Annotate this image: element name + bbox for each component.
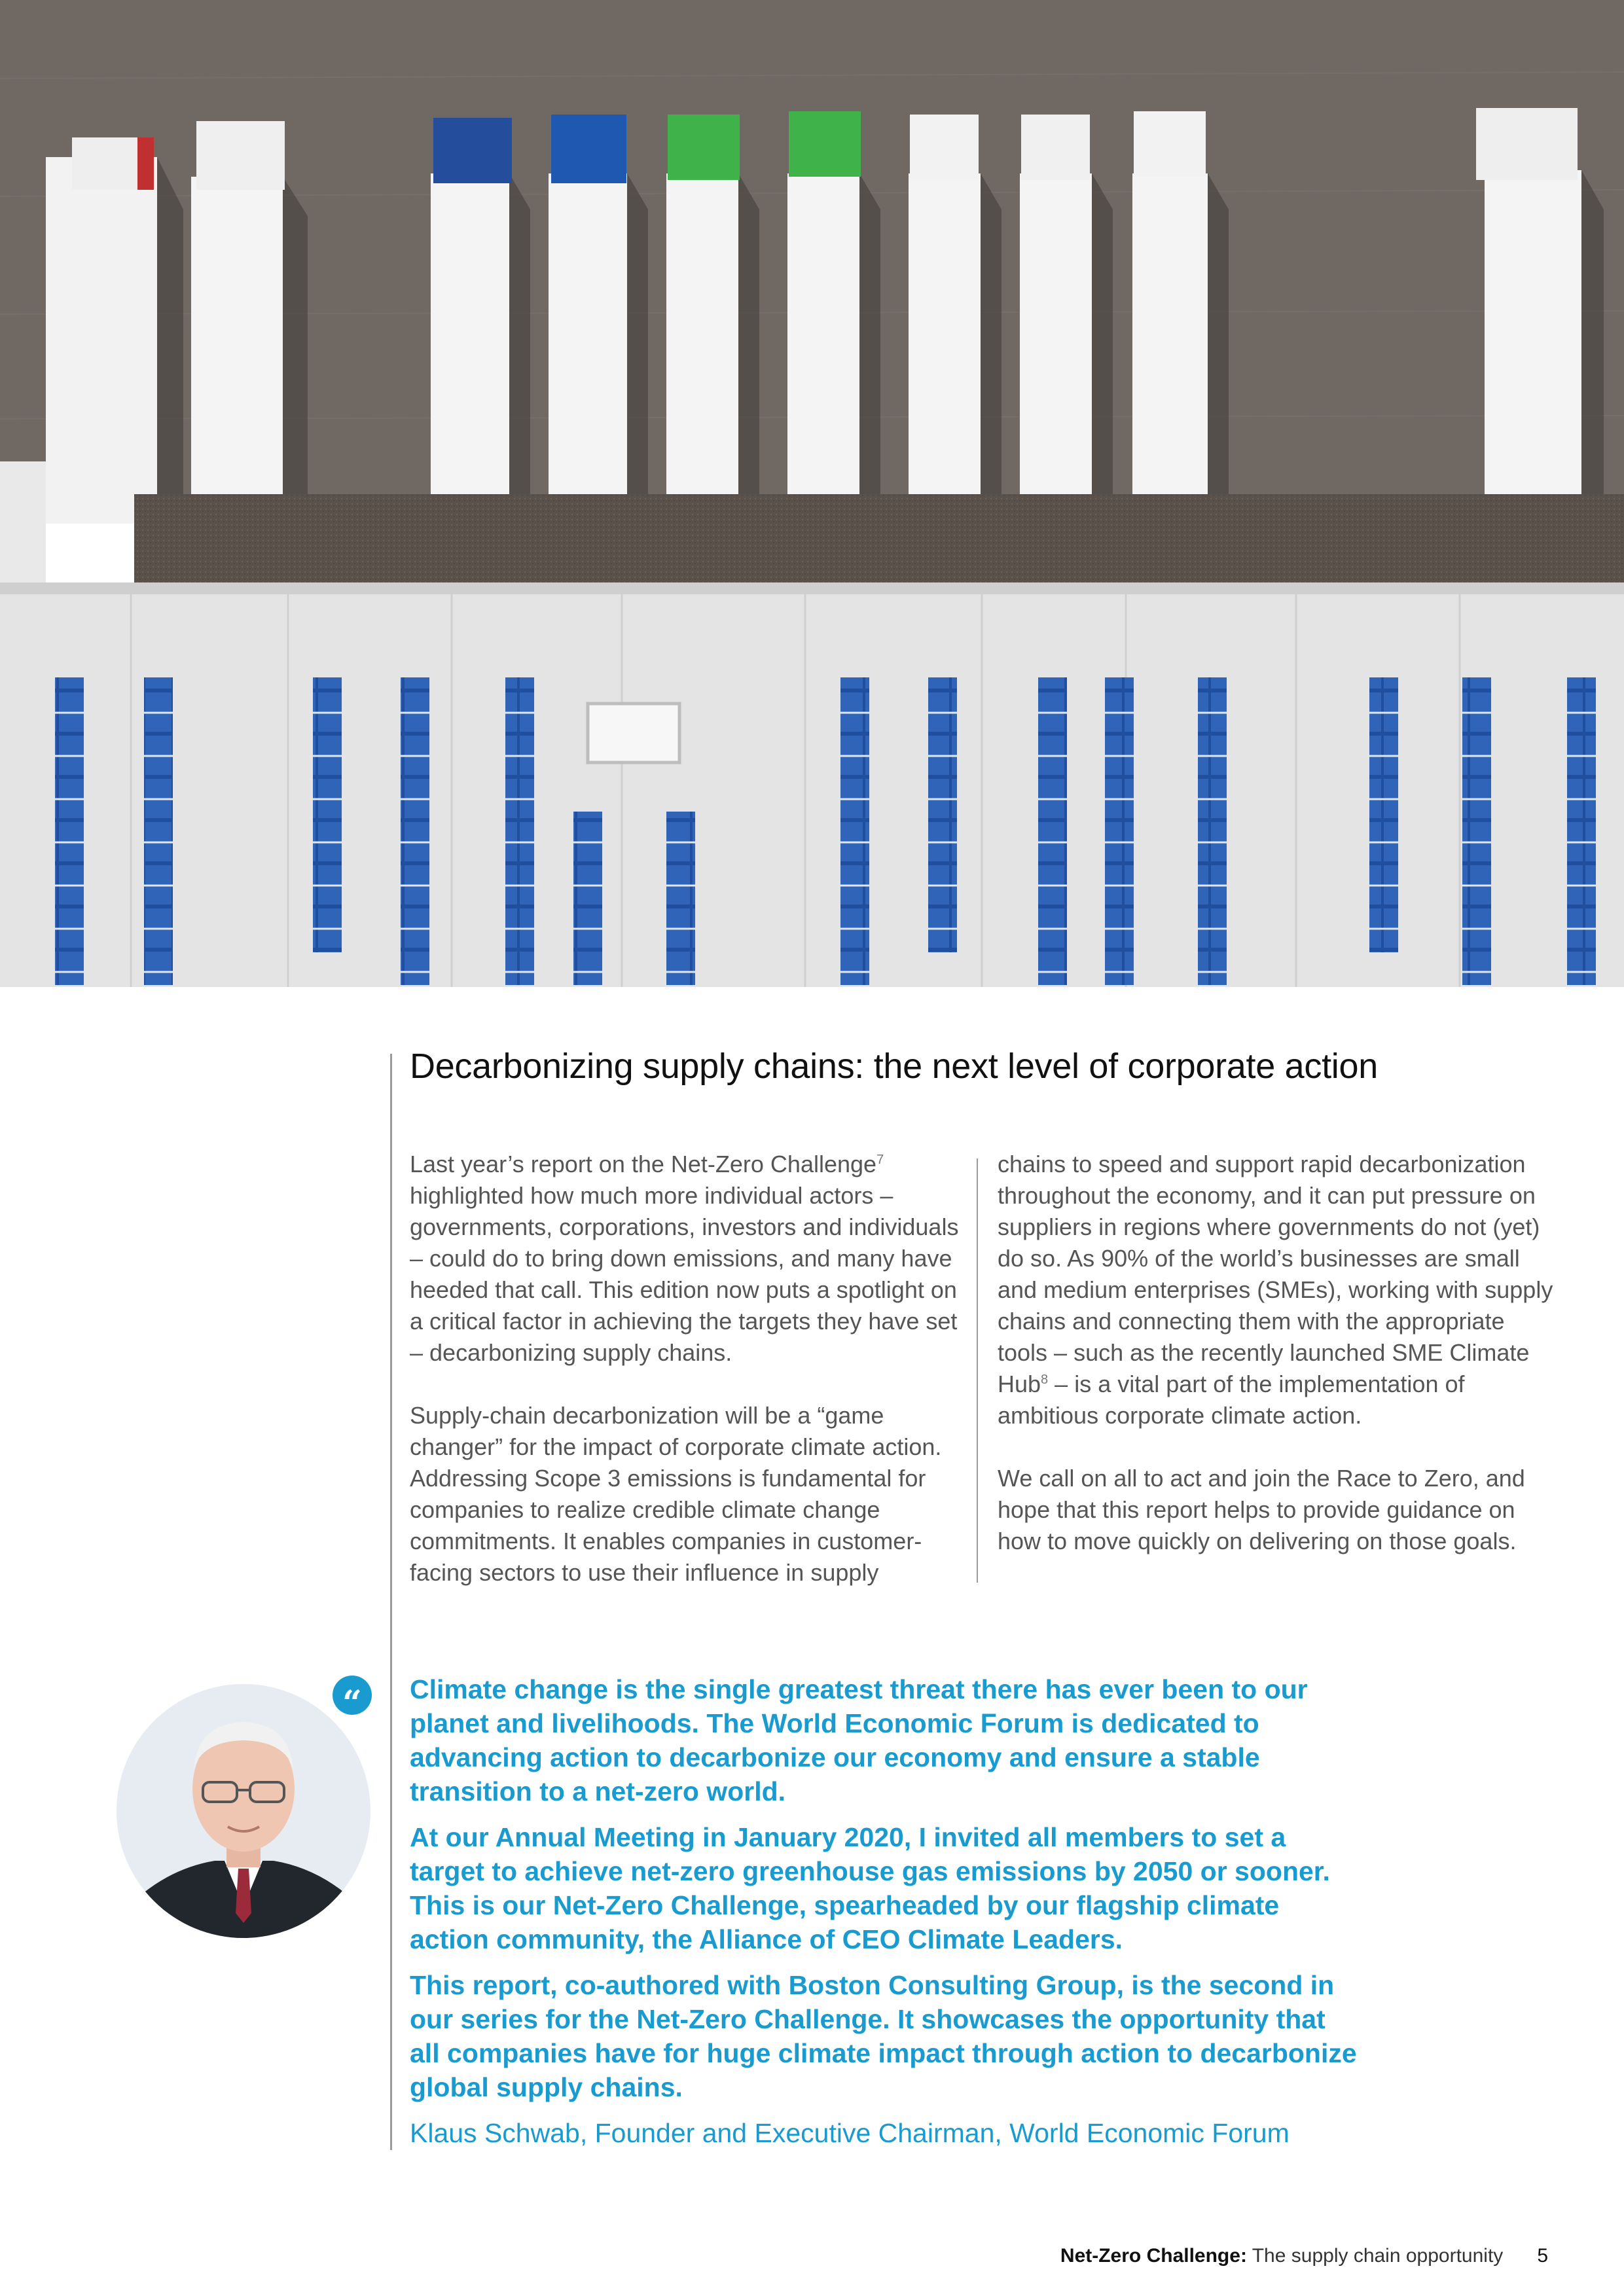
- right-paragraph-1: chains to speed and support rapid decarbonization throughout the economy, and it can put pressure on suppliers in regions where governments do not (yet) do so. As 90% of the world’s businesses are small and medium enterprises (SMEs), working with supply chains and connecting them with the appropriate tools – such as the recently launched SME Climate Hub$^8$ – is a vital part of the implementation of ambitious corporate climate action.: [998, 1151, 1553, 1429]
- hero-image: [0, 0, 1624, 987]
- left-paragraph-2: Supply-chain decarbonization will be a “game changer” for the impact of corporate climate action. Addressing Scope 3 emissions is fundamental for companies to realize credible climate change commitments. It enables companies in customer-facing sectors to use their influence in supply: [410, 1402, 942, 1586]
- right-paragraph-2: We call on all to act and join the Race to Zero, and hope that this report helps to provide guidance on how to move quickly on delivering on those goals.: [998, 1465, 1525, 1554]
- article-title: Decarbonizing supply chains: the next level of corporate action: [410, 1047, 1378, 1086]
- footer-report-name: Net-Zero Challenge:: [1060, 2245, 1247, 2267]
- page-footer: [1060, 2245, 1548, 2267]
- quote-paragraph-2: At our Annual Meeting in January 2020, I invited all members to set a target to achieve net-zero greenhouse gas emissions by 2050 or sooner. This is our Net-Zero Challenge, spearheaded by our flagship climate action community, the Alliance of CEO Climate Leaders.: [410, 1822, 1330, 1954]
- footnote-7[interactable]: 7: [876, 1153, 884, 1167]
- portrait-photo: [117, 1684, 370, 1938]
- quote-paragraph-1: Climate change is the single greatest threat there has ever been to our planet and livelihoods. The World Economic Forum is dedicated to advancing action to decarbonize our economy and ensure a stable transition to a net-zero world.: [410, 1674, 1308, 1806]
- quote-attribution: Klaus Schwab, Founder and Executive Chairman, World Economic Forum: [410, 2118, 1290, 2148]
- truck-white-1: [46, 137, 183, 524]
- left-column: [410, 1149, 967, 1588]
- footnote-8[interactable]: 8: [1041, 1372, 1049, 1387]
- quote-mark-icon: “: [333, 1676, 372, 1715]
- page-number: 5: [1537, 2245, 1548, 2267]
- quote-paragraph-3: This report, co-authored with Boston Consulting Group, is the second in our series for the Net-Zero Challenge. It showcases the opportunity that all companies have for huge climate impact through action to decarbonize global supply chains.: [410, 1970, 1357, 2102]
- right-column: [998, 1149, 1559, 1557]
- pull-quote: [410, 1672, 1359, 2150]
- footer-subtitle: The supply chain opportunity: [1246, 2245, 1504, 2267]
- title-rule: [390, 1054, 392, 2150]
- column-divider: [977, 1158, 978, 1583]
- left-paragraph-1: Last year’s report on the Net-Zero Challenge$^7$ highlighted how much more individual actors – governments, corporations, investors and individuals – could do to bring down emissions, and many have heeded that call. This edition now puts a spotlight on a critical factor in achieving the targets they have set – decarbonizing supply chains.: [410, 1151, 959, 1366]
